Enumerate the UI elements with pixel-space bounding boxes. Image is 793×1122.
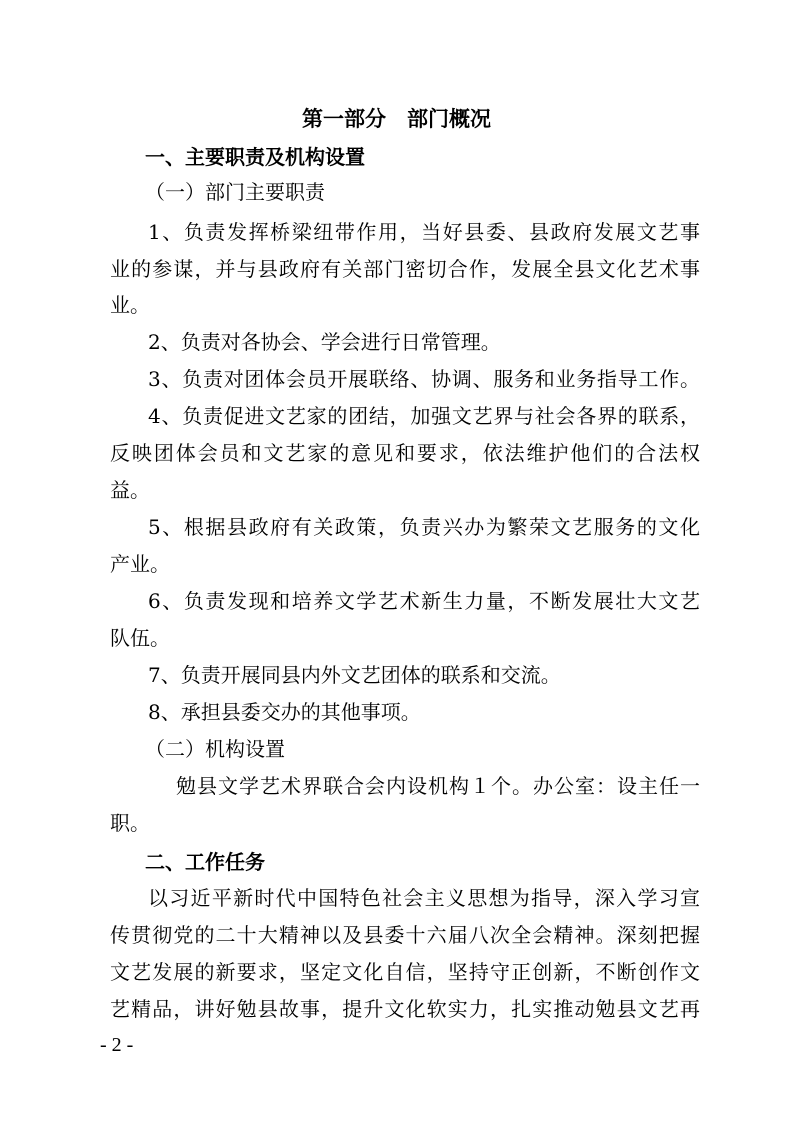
duty-item-4-line-1: 4、负责促进文艺家的团结，加强文艺界与社会各界的联系， <box>148 404 700 428</box>
organization-line-1: 勉县文学艺术界联合会内设机构１个。办公室：设主任一 <box>176 774 700 798</box>
duty-item-8: 8、承担县委交办的其他事项。 <box>148 700 421 724</box>
duty-item-4-line-2: 反映团体会员和文艺家的意见和要求，依法维护他们的合法权 <box>110 441 700 465</box>
page-number: - 2 - <box>100 1034 134 1056</box>
duty-item-5-line-1: 5、根据县政府有关政策，负责兴办为繁荣文艺服务的文化 <box>148 515 700 539</box>
duty-item-2: 2、负责对各协会、学会进行日常管理。 <box>148 330 501 354</box>
task-paragraph-line-4: 艺精品，讲好勉县故事，提升文化软实力，扎实推动勉县文艺再 <box>110 997 700 1021</box>
task-paragraph-line-1: 以习近平新时代中国特色社会主义思想为指导，深入学习宣 <box>148 886 700 910</box>
duty-item-1-line-3: 业。 <box>110 293 150 317</box>
subheading-organization: （二）机构设置 <box>145 737 285 761</box>
section-heading-2: 二、工作任务 <box>145 850 265 874</box>
duty-item-6-line-1: 6、负责发现和培养文学艺术新生力量，不断发展壮大文艺 <box>148 589 700 613</box>
duty-item-6-line-2: 队伍。 <box>110 626 170 650</box>
duty-item-7: 7、负责开展同县内外文艺团体的联系和交流。 <box>148 663 561 687</box>
duty-item-4-line-3: 益。 <box>110 478 150 502</box>
page-title: 第一部分 部门概况 <box>302 107 491 131</box>
task-paragraph-line-2: 传贯彻党的二十大精神以及县委十六届八次全会精神。深刻把握 <box>110 923 700 947</box>
section-heading-1: 一、主要职责及机构设置 <box>145 145 365 169</box>
duty-item-3: 3、负责对团体会员开展联络、协调、服务和业务指导工作。 <box>148 367 700 391</box>
duty-item-1-line-1: 1、负责发挥桥梁纽带作用，当好县委、县政府发展文艺事 <box>148 220 700 244</box>
duty-item-1-line-2: 业的参谋，并与县政府有关部门密切合作，发展全县文化艺术事 <box>110 257 700 281</box>
subheading-duties: （一）部门主要职责 <box>145 180 325 204</box>
duty-item-5-line-2: 产业。 <box>110 552 170 576</box>
organization-line-2: 职。 <box>110 811 150 835</box>
task-paragraph-line-3: 文艺发展的新要求，坚定文化自信，坚持守正创新，不断创作文 <box>110 960 700 984</box>
